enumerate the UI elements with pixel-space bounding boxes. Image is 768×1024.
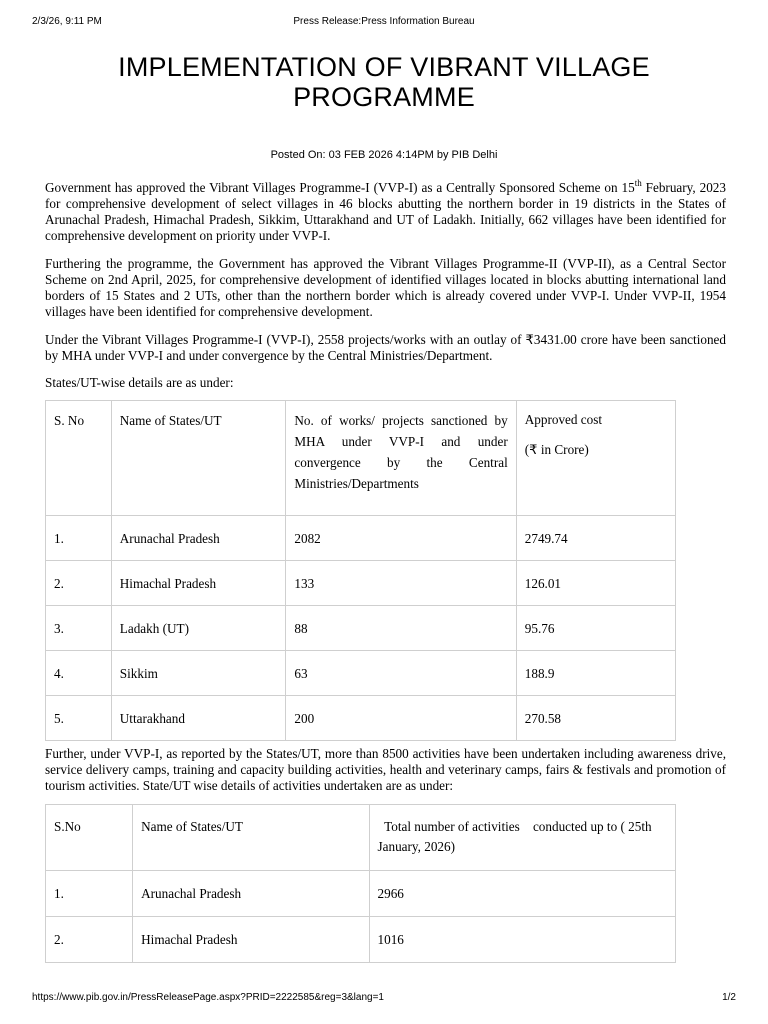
page-url: https://www.pib.gov.in/PressReleasePage.aspx?PRID=2222585&reg=3&lang=1 (32, 992, 384, 1003)
cell-activities: 1016 (369, 917, 676, 963)
header-cost: Approved cost (₹ in Crore) (516, 401, 675, 516)
cell-cost: 270.58 (516, 696, 675, 741)
cell-works: 133 (286, 561, 516, 606)
cell-state: Arunachal Pradesh (133, 871, 369, 917)
print-footer (32, 992, 736, 1006)
cell-state: Uttarakhand (111, 696, 286, 741)
print-page-title: Press Release:Press Information Bureau (293, 16, 475, 27)
cell-state: Ladakh (UT) (111, 606, 286, 651)
cell-activities: 2966 (369, 871, 676, 917)
table-header-row (46, 805, 676, 871)
cell-sno: 2. (46, 917, 133, 963)
cell-sno: 2. (46, 561, 112, 606)
header-sno: S.No (46, 805, 133, 871)
cell-state: Arunachal Pradesh (111, 516, 286, 561)
cell-works: 88 (286, 606, 516, 651)
cell-cost: 2749.74 (516, 516, 675, 561)
table-row (46, 516, 676, 561)
posted-on: Posted On: 03 FEB 2026 4:14PM by PIB Delhi (270, 149, 498, 161)
paragraph-vvp-2: Furthering the programme, the Government has approved the Vibrant Villages Programme-II (VVP-II), as a Central Sector Scheme on 2nd April, 2025, for comprehensive development of identified villages located in blocks abutting international land borders of 15 States and 2 UTs, other than the northern border which is already covered under VVP-I. Under VVP-II, 1954 villages have been identified for comprehensive development. (45, 256, 726, 319)
works-table (45, 400, 676, 741)
table-row (46, 651, 676, 696)
print-header (32, 16, 736, 30)
table-row (46, 917, 676, 963)
cell-sno: 1. (46, 516, 112, 561)
table-row (46, 871, 676, 917)
paragraph-projects: Under the Vibrant Villages Programme-I (VVP-I), 2558 projects/works with an outlay of ₹3431.00 crore have been sanctioned by MHA under VVP-I and under convergence by the Central Ministries/Department. (45, 332, 726, 363)
header-works: No. of works/ projects sanctioned by MHA under VVP-I and under convergence by the Central Ministries/Departments (286, 401, 516, 516)
cell-cost: 188.9 (516, 651, 675, 696)
header-sno: S. No (46, 401, 112, 516)
activities-table (45, 804, 676, 963)
cell-sno: 3. (46, 606, 112, 651)
cell-state: Himachal Pradesh (111, 561, 286, 606)
cell-cost: 126.01 (516, 561, 675, 606)
cell-works: 63 (286, 651, 516, 696)
table-row (46, 606, 676, 651)
table-row (46, 561, 676, 606)
cell-works: 2082 (286, 516, 516, 561)
paragraph-vvp-1: Government has approved the Vibrant Villages Programme-I (VVP-I) as a Centrally Sponsored Scheme on 15th February, 2023 for comprehensive development of select villages in 46 blocks abutting the northern border in 19 districts in the States of Arunachal Pradesh, Himachal Pradesh, Sikkim, Uttarakhand and UT of Ladakh. Initially, 662 villages have been identified for comprehensive development on priority under VVP-I. (45, 177, 726, 243)
article-title: IMPLEMENTATION OF VIBRANT VILLAGE PROGRAMME (118, 52, 650, 112)
table-row (46, 696, 676, 741)
header-state: Name of States/UT (111, 401, 286, 516)
paragraph-activities: Further, under VVP-I, as reported by the States/UT, more than 8500 activities have been undertaken including awareness drive, service delivery camps, training and capacity building activities, health and veterinary camps, fairs & festivals and promotion of tourism activities. State/UT wise details of activities undertaken are as under: (45, 746, 726, 793)
cell-works: 200 (286, 696, 516, 741)
cell-state: Sikkim (111, 651, 286, 696)
cell-state: Himachal Pradesh (133, 917, 369, 963)
header-state: Name of States/UT (133, 805, 369, 871)
cell-sno: 4. (46, 651, 112, 696)
table-header-row (46, 401, 676, 516)
ordinal-suffix: th (634, 177, 642, 188)
cell-cost: 95.76 (516, 606, 675, 651)
article-body (45, 177, 726, 963)
page-number: 1/2 (722, 992, 736, 1003)
header-activities: Total number of activities conducted up to ( 25th January, 2026) (369, 805, 676, 871)
cell-sno: 5. (46, 696, 112, 741)
cell-sno: 1. (46, 871, 133, 917)
print-datetime: 2/3/26, 9:11 PM (32, 16, 102, 27)
paragraph-details-intro: States/UT-wise details are as under: (45, 375, 234, 390)
